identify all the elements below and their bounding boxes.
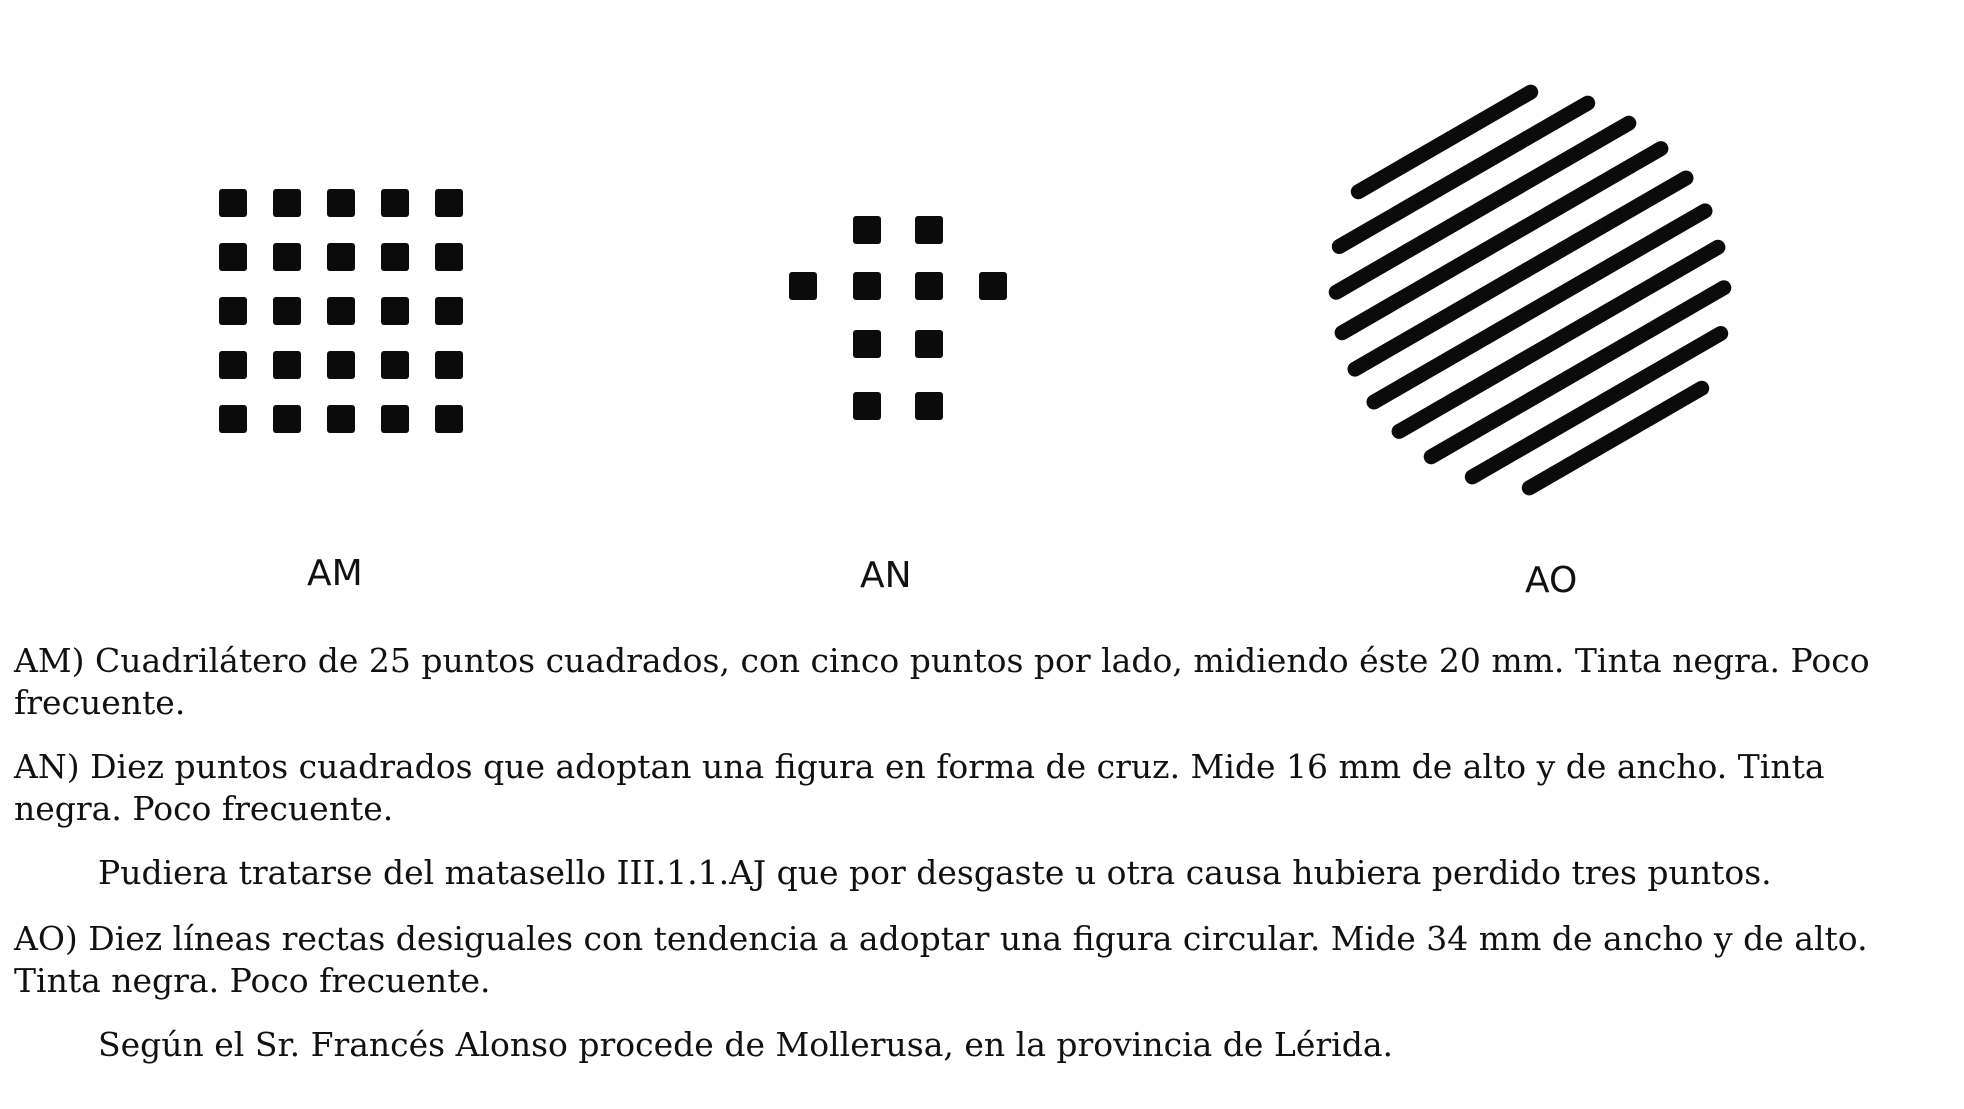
figure-ao	[1320, 70, 1740, 510]
caption-am: AM	[307, 553, 363, 594]
square-dot	[219, 405, 247, 433]
square-dot	[327, 351, 355, 379]
square-dot	[273, 405, 301, 433]
square-dot	[381, 189, 409, 217]
square-dot	[327, 243, 355, 271]
square-dot	[915, 330, 943, 358]
square-dot	[219, 297, 247, 325]
square-dot	[435, 351, 463, 379]
square-dot	[327, 405, 355, 433]
square-dot	[915, 216, 943, 244]
square-dot	[979, 272, 1007, 300]
square-dot	[853, 330, 881, 358]
square-dot	[853, 392, 881, 420]
paragraph-an: AN) Diez puntos cuadrados que adoptan una figura en forma de cruz. Mide 16 mm de alto y de ancho. Tinta negra. Poco frecuente.	[14, 747, 1825, 828]
square-dot	[381, 297, 409, 325]
square-dot	[915, 272, 943, 300]
square-dot	[219, 189, 247, 217]
square-dot	[273, 297, 301, 325]
grid-25-dots-image	[215, 185, 475, 435]
square-dot	[435, 297, 463, 325]
caption-an: AN	[860, 555, 912, 596]
paragraph-an-note: Pudiera tratarse del matasello III.1.1.AJ que por desgaste u otra causa hubiera perdido tres puntos.	[98, 853, 1772, 892]
square-dot	[915, 392, 943, 420]
diagonal-line	[1358, 92, 1530, 192]
paragraph-ao: AO) Diez líneas rectas desiguales con tendencia a adoptar una figura circular. Mide 34 mm de ancho y de alto. Tinta negra. Poco frecuente.	[14, 919, 1868, 1000]
square-dot	[273, 243, 301, 271]
square-dot	[381, 405, 409, 433]
caption-ao: AO	[1525, 560, 1578, 601]
square-dot	[853, 272, 881, 300]
square-dot	[435, 243, 463, 271]
square-dot	[435, 405, 463, 433]
cross-10-dots-image	[785, 210, 1015, 430]
circular-lines-image	[1320, 70, 1740, 510]
figure-am	[215, 185, 475, 435]
square-dot	[219, 243, 247, 271]
diagonal-line	[1336, 123, 1629, 292]
square-dot	[789, 272, 817, 300]
square-dot	[273, 351, 301, 379]
diagonal-line	[1431, 288, 1724, 457]
square-dot	[435, 189, 463, 217]
square-dot	[327, 189, 355, 217]
square-dot	[853, 216, 881, 244]
paragraph-am: AM) Cuadrilátero de 25 puntos cuadrados, con cinco puntos por lado, midiendo éste 20 mm. Tinta negra. Poco frecuente.	[14, 641, 1870, 722]
square-dot	[327, 297, 355, 325]
square-dot	[219, 351, 247, 379]
diagonal-line	[1529, 388, 1701, 488]
square-dot	[273, 189, 301, 217]
paragraph-ao-note: Según el Sr. Francés Alonso procede de Mollerusa, en la provincia de Lérida.	[98, 1025, 1393, 1064]
square-dot	[381, 243, 409, 271]
figure-an	[785, 210, 1015, 430]
square-dot	[381, 351, 409, 379]
